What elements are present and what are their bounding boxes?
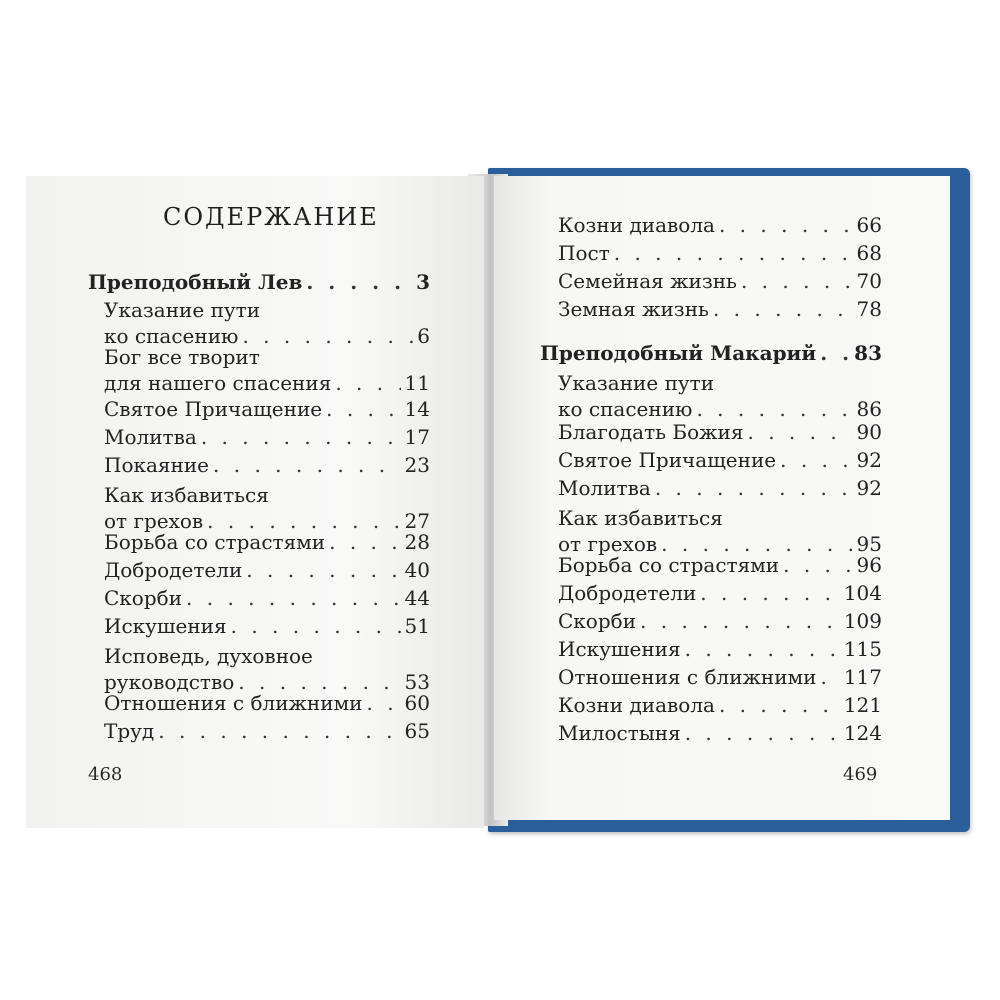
toc-entry-label: от грехов [558, 532, 658, 556]
toc-entry-page: 109 [843, 609, 882, 633]
toc-entry [558, 447, 882, 473]
toc-entry-page: 51 [404, 614, 430, 638]
toc-entry-label: Добродетели [558, 581, 697, 605]
toc-heading: СОДЕРЖАНИЕ [163, 203, 379, 231]
leader-dots [246, 557, 400, 583]
toc-entry [540, 340, 882, 366]
leader-dots [700, 580, 840, 606]
toc-entry [104, 482, 430, 534]
leader-dots [213, 452, 401, 478]
toc-entry [558, 720, 882, 746]
toc-entry-label: Благодать Божия [558, 420, 744, 444]
leader-dots [747, 419, 852, 445]
toc-entry [558, 580, 882, 606]
toc-entry-label: ко спасению [104, 324, 239, 348]
toc-entry [88, 269, 430, 295]
toc-entry-label-line1: Исповедь, духовное [104, 644, 313, 668]
leader-dots [713, 296, 853, 322]
toc-entry-page: 96 [856, 553, 882, 577]
toc-entry-label: Преподобный Лев [88, 270, 303, 294]
toc-entry-label: Семейная жизнь [558, 269, 737, 293]
toc-entry [558, 240, 882, 266]
toc-entry [104, 529, 430, 555]
leader-dots [820, 340, 850, 366]
toc-entry-label: Скорби [558, 609, 637, 633]
toc-entry-label: Козни диавола [558, 213, 715, 237]
toc-entry-label-line1: Как избавиться [104, 483, 269, 507]
toc-entry-page: 115 [843, 637, 882, 661]
toc-entry-label: Отношения с ближними [104, 691, 363, 715]
toc-entry-page: 92 [856, 476, 882, 500]
toc-entry-page: 3 [416, 270, 430, 294]
leader-dots [326, 396, 400, 422]
toc-entry-page: 78 [856, 297, 882, 321]
toc-entry-label: Борьба со страстями [104, 530, 326, 554]
toc-entry-label: Отношения с ближними [558, 665, 817, 689]
toc-entry [558, 608, 882, 634]
toc-entry [104, 613, 430, 639]
leader-dots [329, 529, 400, 555]
toc-entry-label-line1: Указание пути [558, 371, 715, 395]
toc-entry [558, 296, 882, 322]
toc-entry [558, 370, 882, 422]
toc-entry-page: 117 [843, 665, 882, 689]
toc-entry-label: Искушения [558, 637, 681, 661]
leader-dots [820, 664, 839, 690]
toc-entry-page: 28 [404, 530, 430, 554]
leader-dots [158, 718, 400, 744]
toc-entry [558, 419, 882, 445]
leader-dots [366, 690, 400, 716]
toc-entry [558, 692, 882, 718]
toc-entry-label: Молитва [104, 425, 197, 449]
toc-entry-page: 14 [404, 397, 430, 421]
toc-entry [104, 585, 430, 611]
toc-entry-page: 70 [856, 269, 882, 293]
toc-entry-label-line1: Бог все творит [104, 345, 260, 369]
toc-entry [104, 424, 430, 450]
toc-entry-label: Святое Причащение [104, 397, 323, 421]
leader-dots [335, 370, 400, 396]
toc-entry-page: 40 [404, 558, 430, 582]
toc-entry-label: Покаяние [104, 453, 210, 477]
leader-dots [231, 613, 401, 639]
left-page-number: 468 [88, 764, 123, 785]
toc-entry [104, 452, 430, 478]
toc-entry-label: Козни диавола [558, 693, 715, 717]
leader-dots [780, 447, 852, 473]
toc-entry-page: 17 [404, 425, 430, 449]
leader-dots [685, 720, 840, 746]
leader-dots [655, 475, 853, 501]
toc-entry-label: Милостыня [558, 721, 681, 745]
toc-entry [558, 475, 882, 501]
toc-entry [558, 212, 882, 238]
toc-entry-label: от грехов [104, 509, 204, 533]
toc-entry-label: Пост [558, 241, 610, 265]
toc-entry-label: Скорби [104, 586, 183, 610]
toc-entry-page: 27 [404, 509, 430, 533]
toc-entry-page: 90 [856, 420, 882, 444]
toc-entry-page: 95 [856, 532, 882, 556]
toc-entry-label-line1: Указание пути [104, 298, 261, 322]
leader-dots [306, 269, 412, 295]
toc-entry-page: 11 [404, 371, 430, 395]
toc-entry-label: Искушения [104, 614, 227, 638]
leader-dots [783, 552, 852, 578]
toc-entry-page: 92 [856, 448, 882, 472]
toc-entry-page: 6 [417, 324, 430, 348]
toc-entry-label-line1: Как избавиться [558, 506, 723, 530]
toc-entry-label: Борьба со страстями [558, 553, 780, 577]
toc-entry [104, 557, 430, 583]
toc-entry [104, 690, 430, 716]
toc-entry [104, 344, 430, 396]
toc-entry-page: 68 [856, 241, 882, 265]
toc-entry-page: 104 [843, 581, 882, 605]
toc-entry-page: 124 [843, 721, 882, 745]
toc-entry [104, 718, 430, 744]
toc-entry [104, 297, 430, 349]
toc-entry-page: 83 [854, 341, 882, 365]
leader-dots [719, 692, 840, 718]
toc-entry [558, 505, 882, 557]
toc-entry-label: руководство [104, 670, 235, 694]
toc-entry-page: 65 [404, 719, 430, 743]
toc-entry-page: 86 [856, 397, 882, 421]
toc-entry-page: 60 [404, 691, 430, 715]
toc-entry [558, 636, 882, 662]
leader-dots [614, 240, 853, 266]
toc-entry-label: Святое Причащение [558, 448, 777, 472]
right-page-number: 469 [843, 764, 878, 785]
toc-entry-page: 66 [856, 213, 882, 237]
leader-dots [741, 268, 853, 294]
toc-entry-page: 53 [404, 670, 430, 694]
toc-entry [558, 268, 882, 294]
toc-entry-label: Добродетели [104, 558, 243, 582]
toc-entry-label: Труд [104, 719, 155, 743]
toc-entry-label: Молитва [558, 476, 651, 500]
toc-entry-label: для нашего спасения [104, 371, 332, 395]
leader-dots [719, 212, 853, 238]
toc-entry-label: ко спасению [558, 397, 693, 421]
toc-entry [558, 664, 882, 690]
leader-dots [201, 424, 401, 450]
toc-entry-page: 44 [404, 586, 430, 610]
toc-entry-label: Земная жизнь [558, 297, 709, 321]
toc-entry-page: 121 [843, 693, 882, 717]
toc-entry-page: 23 [404, 453, 430, 477]
toc-entry [558, 552, 882, 578]
leader-dots [640, 608, 840, 634]
leader-dots [186, 585, 401, 611]
leader-dots [685, 636, 840, 662]
toc-entry [104, 396, 430, 422]
toc-entry [104, 643, 430, 695]
toc-entry-label: Преподобный Макарий [540, 341, 817, 365]
